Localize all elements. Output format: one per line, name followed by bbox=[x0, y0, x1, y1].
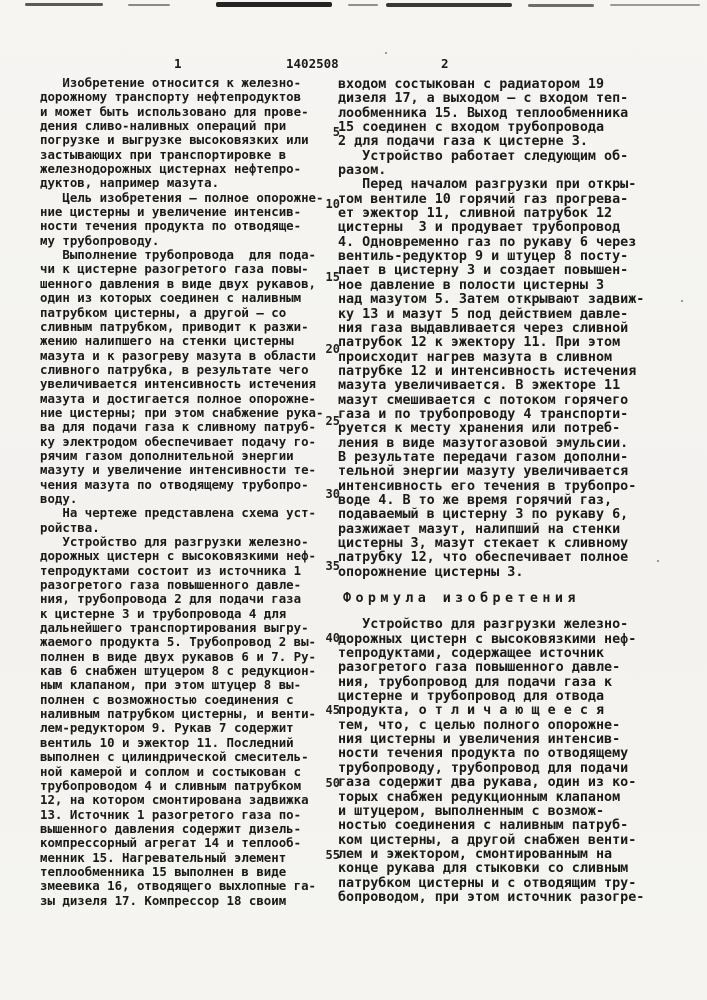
gutter-line-number: 5 bbox=[332, 125, 340, 139]
gutter-line-number: 20 bbox=[325, 341, 340, 356]
text-line: ние цистерны и увеличение интенсив- bbox=[40, 204, 302, 220]
text-line: вышенного давления содержит дизель- bbox=[40, 820, 302, 836]
text-line: рячим газом дополнительной энергии bbox=[40, 447, 294, 463]
text-line: ной камерой и соплом и состыкован с bbox=[40, 763, 302, 779]
text-line: один из которых соединен с наливным bbox=[40, 290, 302, 306]
text-line: подаваемый в цистерну 3 по рукаву 6, bbox=[338, 507, 629, 523]
text-line: трубопроводу, трубопровод для подачи bbox=[338, 760, 629, 776]
text-line: газа содержит два рукава, один из ко- bbox=[338, 775, 637, 791]
claims-heading: Формула изобретения bbox=[343, 591, 580, 607]
text-line: жению налипшего на стенки цистерны bbox=[40, 333, 294, 349]
text-line: ния, трубопровода 2 для подачи газа bbox=[40, 591, 302, 607]
text-line: том вентиле 10 горячий газ прогрева- bbox=[338, 191, 629, 207]
right-text-column bbox=[338, 78, 650, 905]
text-line: ния, трубопровод для подачи газа к bbox=[338, 674, 613, 690]
text-line: цистерны 3, мазут стекает к сливному bbox=[338, 536, 629, 551]
text-line: чи к цистерне разогретого газа повы- bbox=[40, 261, 309, 277]
description-text-end bbox=[338, 78, 650, 580]
gutter-line-number: 25 bbox=[325, 414, 340, 429]
text-line: цистерны 3 и продувает трубопровод bbox=[338, 220, 621, 236]
text-line: ва для подачи газа к сливному патруб- bbox=[40, 419, 317, 435]
gutter-line-number: 15 bbox=[325, 269, 340, 284]
text-line: патрубок 12 к эжектору 11. При этом bbox=[338, 335, 621, 351]
gutter-line-number: 35 bbox=[325, 558, 340, 573]
text-line: ным клапаном, при этом штуцер 8 вы- bbox=[40, 677, 302, 693]
text-line: мазута и достигается полное опорожне- bbox=[40, 390, 317, 406]
scan-artifact-smudge bbox=[528, 4, 594, 7]
text-line: компрессорный агрегат 14 и теплооб- bbox=[40, 835, 302, 851]
text-line: продукта, о т л и ч а ю щ е е с я bbox=[338, 703, 605, 719]
text-line: ное давление в полости цистерны 3 bbox=[338, 277, 605, 293]
text-line: ностью соединения с наливным патруб- bbox=[338, 818, 629, 834]
page-header bbox=[0, 56, 707, 71]
text-line: трубопроводом 4 и сливным патрубком bbox=[40, 777, 302, 793]
scan-artifact-speck bbox=[385, 52, 387, 54]
text-line: 12, на котором смонтирована задвижка bbox=[40, 792, 309, 808]
text-line: дальнейшего транспортирования выгру- bbox=[40, 620, 309, 636]
text-line: над мазутом 5. Затем открывают задвиж- bbox=[338, 292, 645, 308]
text-line: дения сливо-наливных операций при bbox=[40, 118, 287, 134]
text-line: происходит нагрев мазута в сливном bbox=[338, 349, 613, 365]
text-line: к цистерне 3 и трубопровода 4 для bbox=[40, 605, 287, 621]
text-line: ния газа выдавливается через сливной bbox=[338, 320, 629, 336]
text-line: лообменника 15. Выход теплообменника bbox=[338, 105, 629, 121]
gutter-line-number: 40 bbox=[325, 631, 340, 646]
text-line: Изобретение относится к железно- bbox=[40, 75, 302, 90]
text-line: воде 4. В то же время горячий газ, bbox=[338, 492, 613, 508]
text-line: зы дизеля 17. Компрессор 18 своим bbox=[40, 892, 287, 908]
text-line: руется к месту хранения или потреб- bbox=[338, 421, 621, 437]
scan-artifact-smudge bbox=[386, 3, 512, 7]
text-line: мазута увеличивается. В эжекторе 11 bbox=[338, 378, 621, 394]
text-line: газа и по трубопроводу 4 транспорти- bbox=[338, 406, 629, 422]
text-line: конце рукава для стыковки со сливным bbox=[338, 861, 629, 877]
text-line: ления в виде мазутогазовой эмульсии. bbox=[338, 435, 629, 451]
gutter-line-number: 55 bbox=[325, 848, 340, 862]
text-line: В результате передачи газом дополни- bbox=[338, 449, 629, 465]
text-line: разжижает мазут, налипший на стенки bbox=[338, 521, 621, 537]
text-line: му трубопроводу. bbox=[40, 232, 160, 248]
text-line: тепродуктами состоит из источника 1 bbox=[40, 562, 302, 578]
claims-text bbox=[338, 618, 650, 905]
text-line: змеевика 16, отводящего выхлопные га- bbox=[40, 878, 317, 894]
text-line: 4. Одновременно газ по рукаву 6 через bbox=[338, 234, 637, 250]
text-line: вентиль 10 и эжектор 11. Последний bbox=[40, 734, 294, 750]
text-line: сливным патрубком, приводит к разжи- bbox=[40, 318, 309, 334]
scan-artifact-smudge bbox=[610, 4, 700, 6]
right-column-page-number: 2 bbox=[441, 56, 449, 71]
text-line: бопроводом, при этом источник разогре- bbox=[338, 889, 645, 905]
text-line: дуктов, например мазута. bbox=[40, 175, 220, 191]
text-line: кав 6 снабжен штуцером 8 с редукцион- bbox=[40, 663, 317, 679]
text-line: дорожных цистерн с высоковязкими неф- bbox=[40, 548, 317, 564]
text-line: Устройство для разгрузки железно- bbox=[338, 617, 629, 633]
scan-artifact-smudge bbox=[128, 4, 170, 6]
text-line: железнодорожных цистернах нефтепро- bbox=[40, 161, 302, 177]
text-line: полнен в виде двух рукавов 6 и 7. Ру- bbox=[40, 648, 317, 664]
text-line: Перед началом разгрузки при откры- bbox=[338, 177, 637, 193]
text-line: цистерне и трубопровод для отвода bbox=[338, 689, 605, 705]
text-line: дизеля 17, а выходом – с входом теп- bbox=[338, 91, 629, 107]
scan-artifact-speck bbox=[681, 300, 683, 302]
text-line: шенного давления в виде двух рукавов, bbox=[40, 275, 317, 291]
text-line: 2 для подачи газа к цистерне 3. bbox=[338, 134, 588, 150]
text-line: ку электродом обеспечивает подачу го- bbox=[40, 433, 317, 449]
text-line: и штуцером, выполненным с возмож- bbox=[338, 803, 605, 819]
text-line: ности течения продукта по отводящему bbox=[338, 746, 629, 762]
text-line: патрубком цистерны и с отводящим тру- bbox=[338, 875, 637, 891]
text-line: патрубку 12, что обеспечивает полное bbox=[338, 550, 629, 566]
text-line: воду. bbox=[40, 490, 78, 506]
text-line: мазута и к разогреву мазута в области bbox=[40, 347, 317, 363]
text-line: На чертеже представлена схема уст- bbox=[40, 505, 317, 521]
text-line: интенсивность его течения в трубопро- bbox=[338, 478, 637, 494]
text-line: менник 15. Нагревательный элемент bbox=[40, 849, 287, 865]
text-line: ет эжектор 11, сливной патрубок 12 bbox=[338, 206, 613, 222]
text-line: ности течения продукта по отводяще- bbox=[40, 218, 302, 234]
text-line: тем, что, с целью полного опорожне- bbox=[338, 717, 621, 733]
text-line: торых снабжен редукционным клапаном bbox=[338, 789, 621, 805]
text-line: выполнен с цилиндрической смеситель- bbox=[40, 749, 309, 765]
text-line: ком цистерны, а другой снабжен венти- bbox=[338, 832, 637, 848]
text-line: Выполнение трубопровода для пода- bbox=[40, 247, 317, 263]
text-line: увеличивается интенсивность истечения bbox=[40, 376, 317, 392]
gutter-line-number: 50 bbox=[325, 775, 340, 790]
text-line: входом состыкован с радиатором 19 bbox=[338, 77, 605, 92]
text-line: ние цистерны; при этом снабжение рука- bbox=[40, 404, 324, 420]
text-line: тепродуктами, содержащее источник bbox=[338, 646, 605, 662]
text-line: наливным патрубком цистерны, и венти- bbox=[40, 706, 317, 722]
scan-artifact-speck bbox=[657, 560, 659, 562]
text-line: погрузке и выгрузке высоковязких или bbox=[40, 132, 309, 148]
left-text-column bbox=[40, 76, 340, 908]
text-line: мазуту и увеличение интенсивности те- bbox=[40, 462, 317, 478]
text-line: ния цистерны и увеличения интенсив- bbox=[338, 732, 621, 748]
text-line: Устройство работает следующим об- bbox=[338, 148, 629, 164]
text-line: застывающих при транспортировке в bbox=[40, 146, 287, 162]
text-line: патрубке 12 и интенсивность истечения bbox=[338, 363, 637, 379]
text-line: полнен с возможностью соединения с bbox=[40, 691, 294, 707]
text-line: лем-редуктором 9. Рукав 7 содержит bbox=[40, 720, 294, 736]
patent-number: 1402508 bbox=[286, 56, 339, 71]
text-line: Цель изобретения – полное опорожне- bbox=[40, 189, 324, 205]
text-line: ку 13 и мазут 5 под действием давле- bbox=[338, 306, 629, 322]
text-line: тельной энергии мазуту увеличивается bbox=[338, 464, 629, 480]
gutter-line-number: 30 bbox=[325, 486, 340, 501]
left-column-page-number: 1 bbox=[174, 56, 182, 71]
scan-artifact-smudge bbox=[25, 3, 103, 6]
scan-artifact-smudge bbox=[348, 4, 378, 6]
text-line: патрубком цистерны, а другой – со bbox=[40, 304, 287, 320]
text-line: вентиль-редуктор 9 и штуцер 8 посту- bbox=[338, 249, 629, 265]
text-line: 13. Источник 1 разогретого газа по- bbox=[40, 806, 302, 822]
text-line: ройства. bbox=[40, 519, 100, 535]
text-line: теплообменника 15 выполнен в виде bbox=[40, 863, 287, 879]
text-line: сливного патрубка, в результате чего bbox=[40, 361, 309, 377]
text-line: лем и эжектором, смонтированным на bbox=[338, 846, 613, 862]
text-line: разогретого газа повышенного давле- bbox=[338, 660, 621, 676]
gutter-line-number: 10 bbox=[325, 197, 340, 212]
text-line: пает в цистерну 3 и создает повышен- bbox=[338, 263, 629, 279]
text-line: 15 соединен с входом трубопровода bbox=[338, 120, 605, 136]
text-line: Устройство для разгрузки железно- bbox=[40, 534, 309, 549]
text-line: разогретого газа повышенного давле- bbox=[40, 577, 302, 593]
text-line: и может быть использовано для прове- bbox=[40, 103, 309, 119]
gutter-line-number: 45 bbox=[325, 703, 340, 718]
text-line: дорожному транспорту нефтепродуктов bbox=[40, 89, 302, 105]
text-line: дорожных цистерн с высоковязкими неф- bbox=[338, 631, 637, 647]
text-line: чения мазута по отводящему трубопро- bbox=[40, 476, 309, 492]
text-line: жаемого продукта 5. Трубопровод 2 вы- bbox=[40, 634, 317, 650]
text-line: мазут смешивается с потоком горячего bbox=[338, 392, 629, 408]
text-line: опорожнение цистерны 3. bbox=[338, 564, 524, 580]
text-line: разом. bbox=[338, 163, 387, 179]
